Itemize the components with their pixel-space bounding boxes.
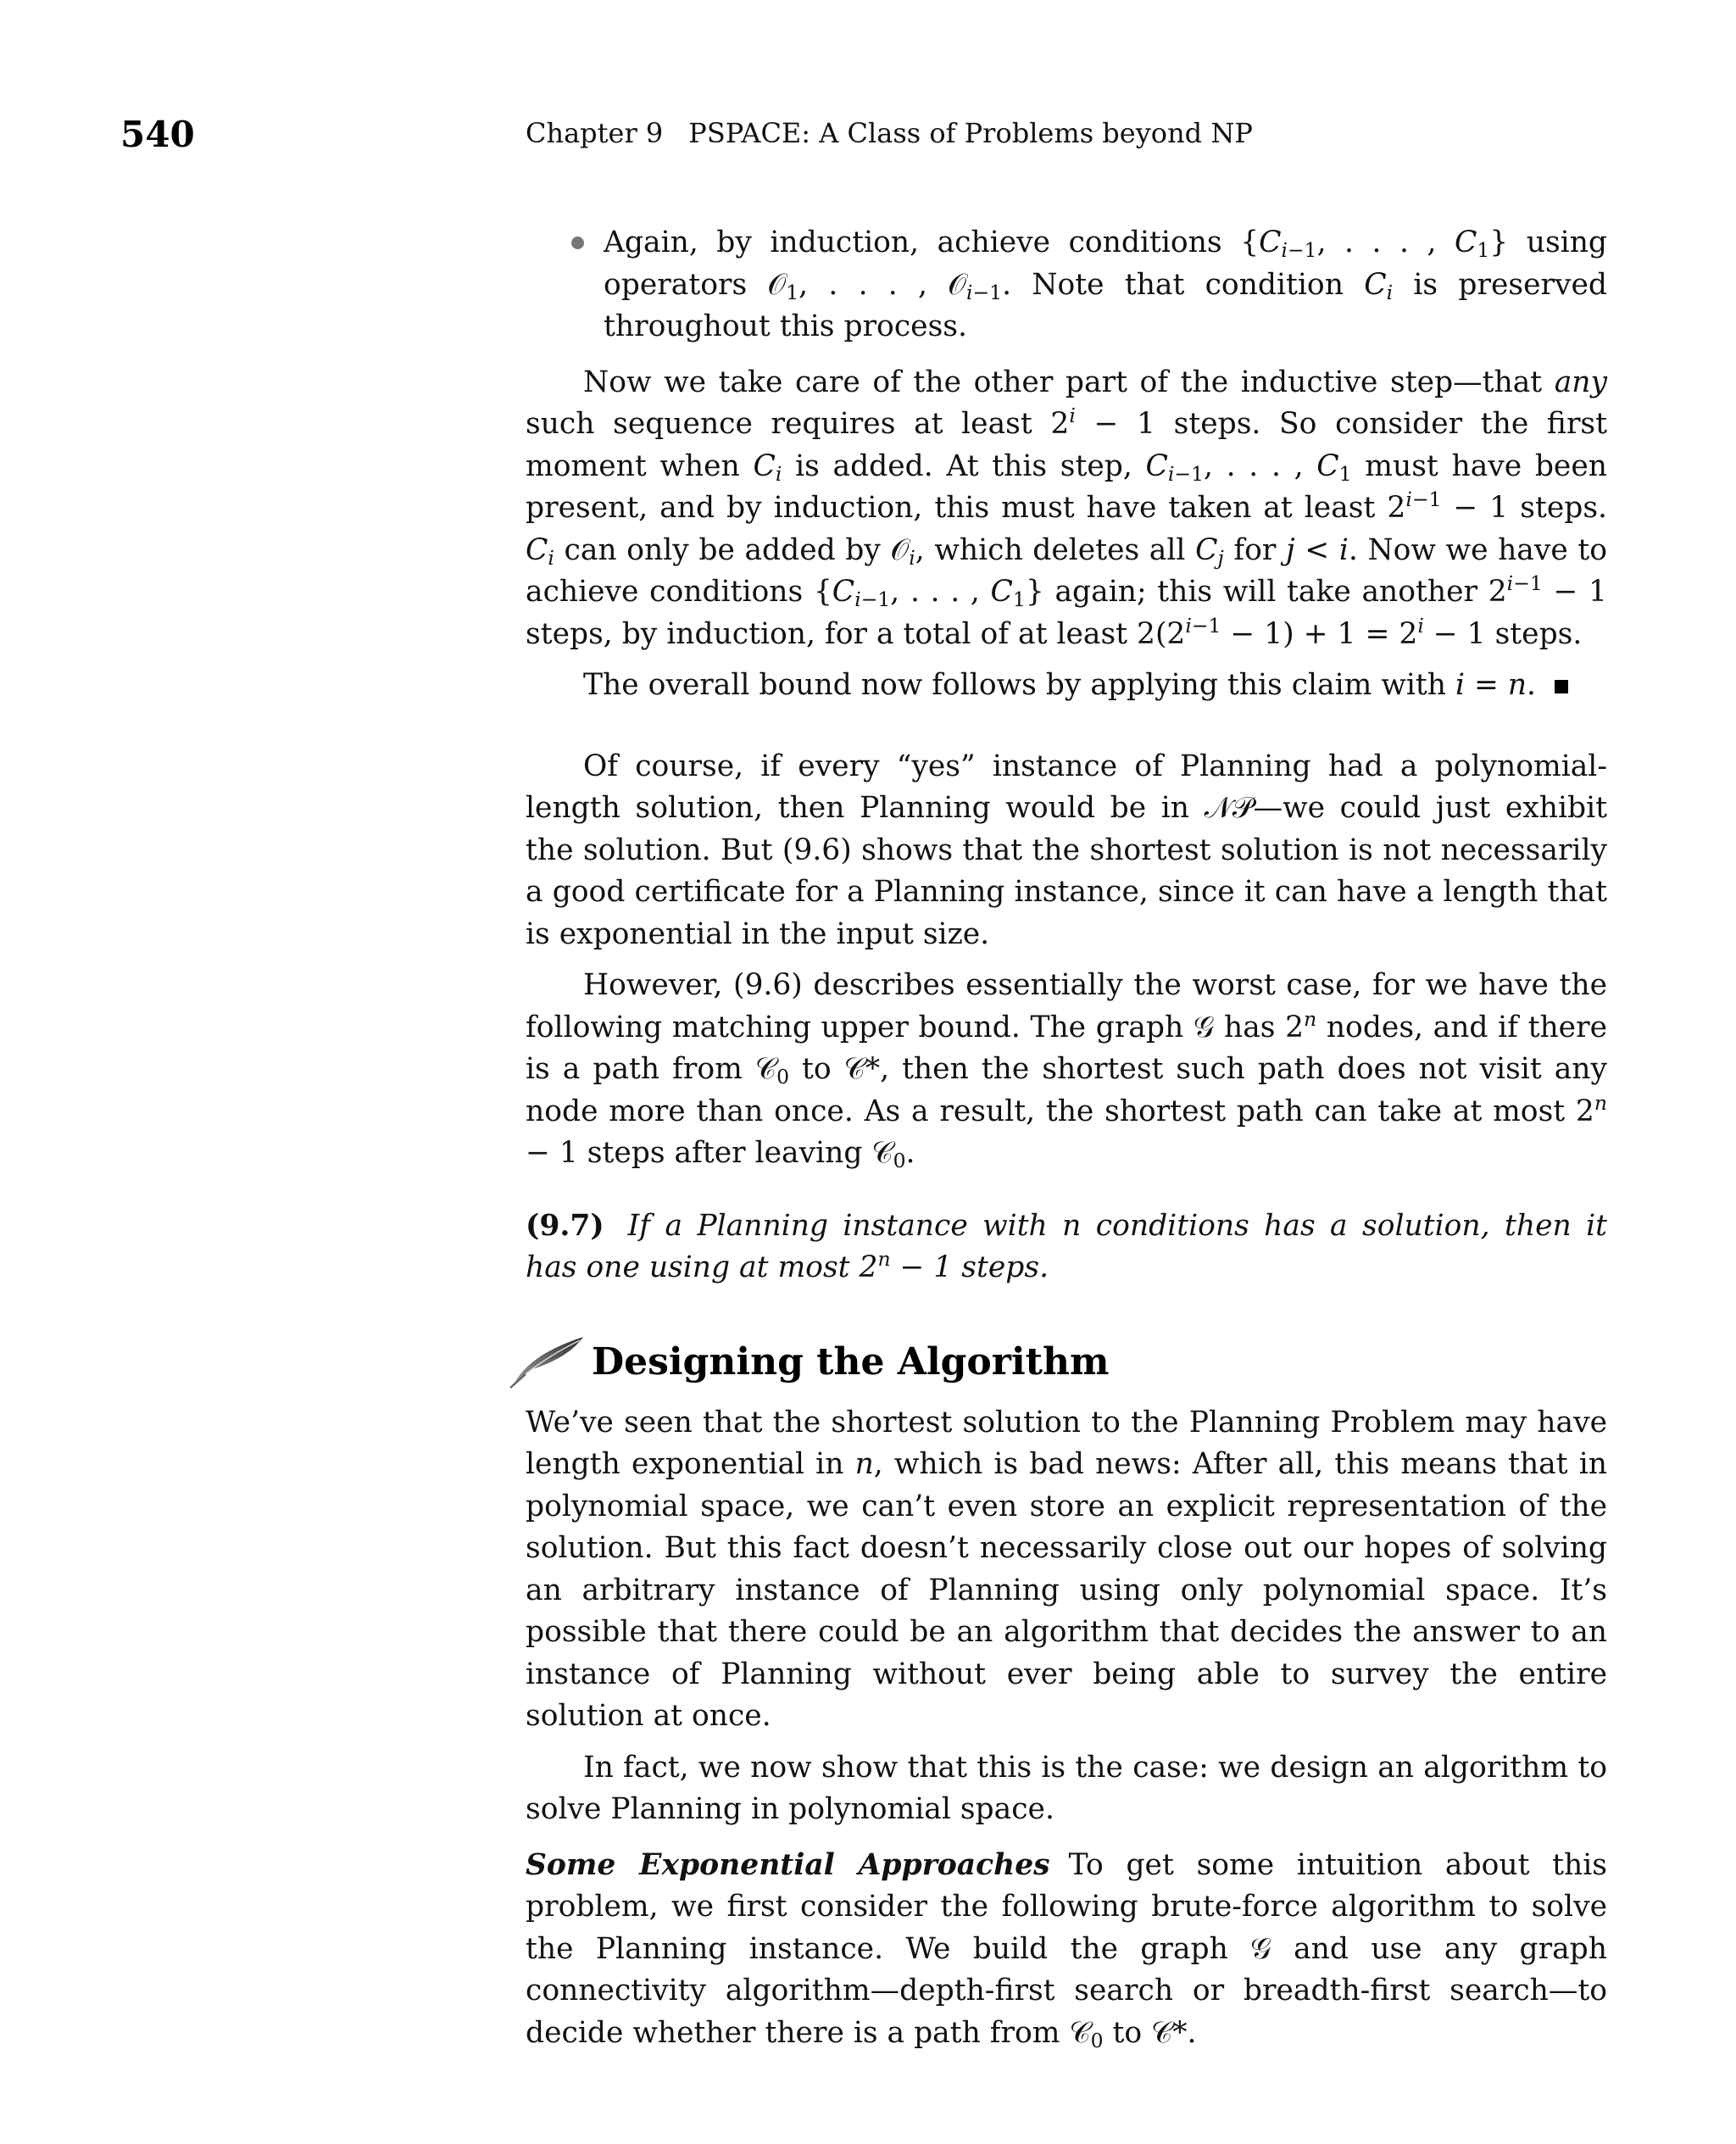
chapter-title: PSPACE: A Class of Problems beyond NP	[688, 117, 1253, 149]
claim-9-7: (9.7) If a Planning instance with n conditions has a solution, then it has one using at most $2^n - 1$ steps.	[526, 1208, 1607, 1284]
bullet-item: Again, by induction, achieve conditions {$C_{i-1}$, . . . , $C_1$} using operators 𝒪$_1$, . . . , 𝒪$_{i-1}$. Note that condition $C_i$ is preserved throughout this process.	[526, 222, 1607, 348]
claim-label: (9.7)	[526, 1208, 604, 1243]
paragraph-certificate: Of course, if every “yes” instance of Planning had a polynomial-length solution, then Planning would be in 𝒩𝒫—we could just exhibit the solution. But (9.6) shows that the shortest solution is not necessarily a good certificate for a Planning instance, since it can have a length that is exponential in the input size.	[526, 749, 1607, 951]
qed-icon	[1555, 680, 1568, 693]
section-heading	[526, 1339, 1607, 1393]
paragraph-inductive-step: Now we take care of the other part of the inductive step—that any such sequence requires at least $2^i - 1$ steps. So consider the first moment when $C_i$ is added. At this step, $C_{i-1}$, . . . , $C_1$ must have been present, and by induction, this must have taken at least $2^{i-1} - 1$ steps. $C_i$ can only be added by 𝒪$_i$, which deletes all $C_j$ for j < i. Now we have to achieve conditions {$C_{i-1}$, . . . , $C_1$} again; this will take another $2^{i-1} - 1$ steps, by induction, for a total of at least $2(2^{i-1} - 1) + 1 = 2^i - 1$ steps.	[526, 365, 1608, 651]
section-title: Designing the Algorithm	[592, 1339, 1110, 1384]
paragraph-polynomial-space: In fact, we now show that this is the case: we design an algorithm to solve Planning in polynomial space.	[526, 1750, 1607, 1826]
page-body	[526, 222, 1607, 2054]
quill-pen-icon	[509, 1332, 588, 1389]
paragraph-shortest-solution: We’ve seen that the shortest solution to the Planning Problem may have length exponential in n, which is bad news: After all, this means that in polynomial space, we can’t even store an explicit representation of the solution. But this fact doesn’t necessarily close out our hopes of solving an arbitrary instance of Planning using only polynomial space. It’s possible that there could be an algorithm that decides the answer to an instance of Planning without ever being able to survey the entire solution at once.	[526, 1405, 1607, 1733]
paragraph-upper-bound: However, (9.6) describes essentially the worst case, for we have the following matching upper bound. The graph 𝒢 has 2$^n$ nodes, and if there is a path from 𝒞$_0$ to 𝒞*, then the shortest such path does not visit any node more than once. As a result, the shortest path can take at most $2^n - 1$ steps after leaving 𝒞$_0$.	[526, 968, 1607, 1172]
paragraph-exponential-approaches: Some Exponential Approaches To get some intuition about this problem, we first consider the following brute-force algorithm to solve the Planning instance. We build the graph 𝒢 and use any graph connectivity algorithm—depth-first search or breadth-first search—to decide whether there is a path from 𝒞$_0$ to 𝒞*.	[526, 1847, 1608, 2052]
running-head	[526, 117, 1253, 149]
subheading-exponential-approaches: Some Exponential Approaches	[526, 1847, 1050, 1882]
chapter-label: Chapter 9	[526, 117, 664, 149]
paragraph-overall-bound: The overall bound now follows by applying this claim with i = n.	[526, 665, 1607, 707]
bullet-dot	[571, 237, 584, 249]
page-number: 540	[120, 114, 195, 155]
